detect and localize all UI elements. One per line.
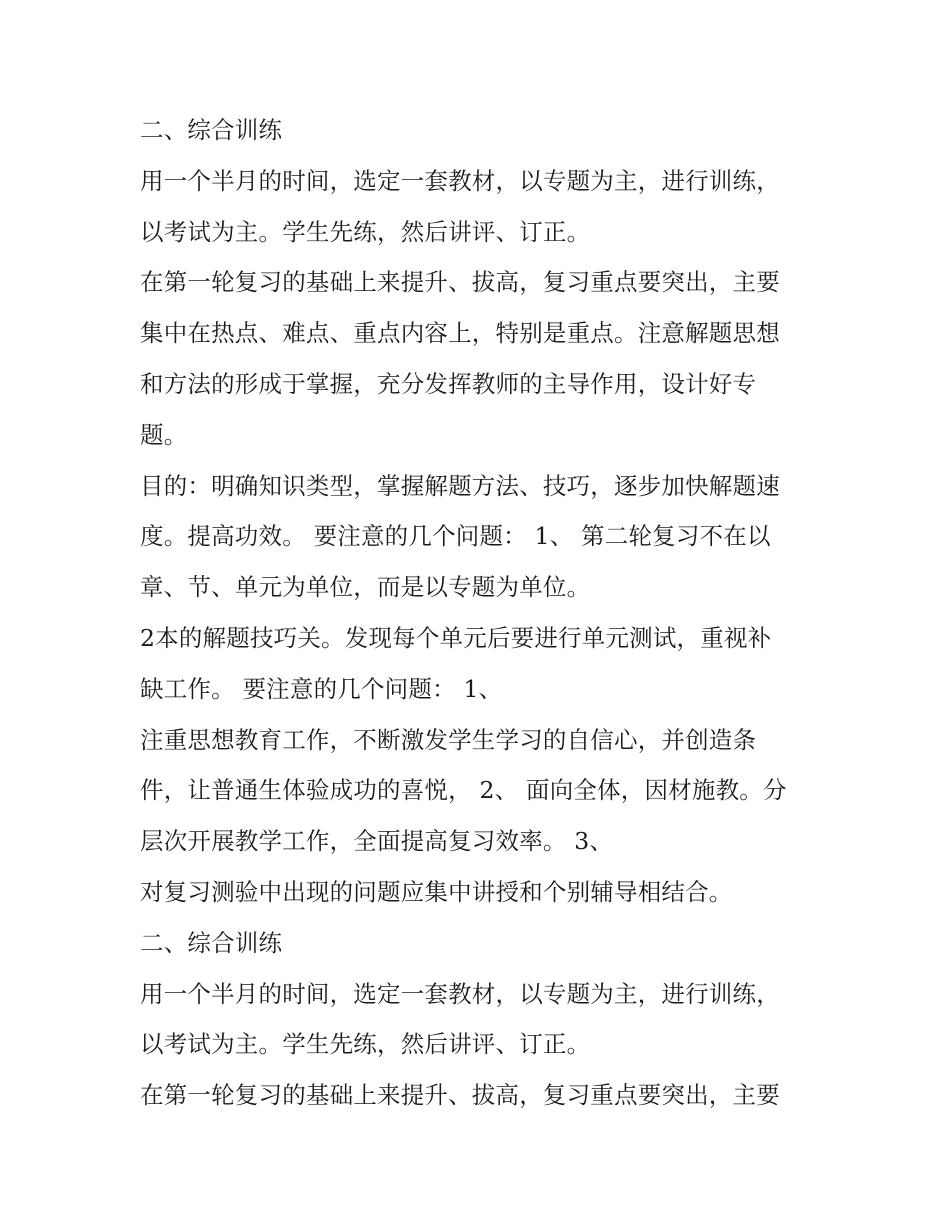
text-line: 用一个半月的时间，选定一套教材，以专题为主，进行训练， (140, 979, 780, 1008)
text-line: 注重思想教育工作，不断激发学生学习的自信心，并创造条 (140, 725, 757, 754)
text-line: 缺工作。 要注意的几个问题： 1、 (140, 674, 503, 703)
text-line: 和方法的形成于掌握，充分发挥教师的主导作用，设计好专 (140, 369, 757, 398)
section-heading: 二、综合训练 (140, 928, 283, 957)
text-line: 度。提高功效。 要注意的几个问题： 1、 第二轮复习不在以 (140, 522, 771, 551)
text-line: 以考试为主。学生先练，然后讲评、订正。 (140, 1030, 591, 1059)
text-line: 层次开展教学工作，全面提高复习效率。 3、 (140, 827, 614, 856)
text-line: 题。 (140, 420, 188, 449)
document-body (140, 105, 830, 1121)
text-line: 件，让普通生体验成功的喜悦， 2、 面向全体，因材施教。分 (140, 776, 787, 805)
text-line: 集中在热点、难点、重点内容上，特别是重点。注意解题思想 (140, 319, 780, 348)
section-heading: 二、综合训练 (140, 116, 283, 144)
text-line: 用一个半月的时间，选定一套教材，以专题为主，进行训练， (140, 166, 780, 195)
text-line: 章、节、单元为单位，而是以专题为单位。 (140, 573, 591, 602)
text-line: 对复习测验中出现的问题应集中讲授和个别辅导相结合。 (140, 877, 733, 906)
text-line: 在第一轮复习的基础上来提升、拔高，复习重点要突出，主要 (140, 1081, 780, 1110)
text-line: 在第一轮复习的基础上来提升、拔高，复习重点要突出，主要 (140, 268, 780, 297)
text-line: 2本的解题技巧关。发现每个单元后要进行单元测试，重视补 (140, 623, 772, 652)
text-line: 目的：明确知识类型，掌握解题方法、技巧，逐步加快解题速 (140, 471, 780, 500)
text-line: 以考试为主。学生先练，然后讲评、订正。 (140, 217, 591, 246)
